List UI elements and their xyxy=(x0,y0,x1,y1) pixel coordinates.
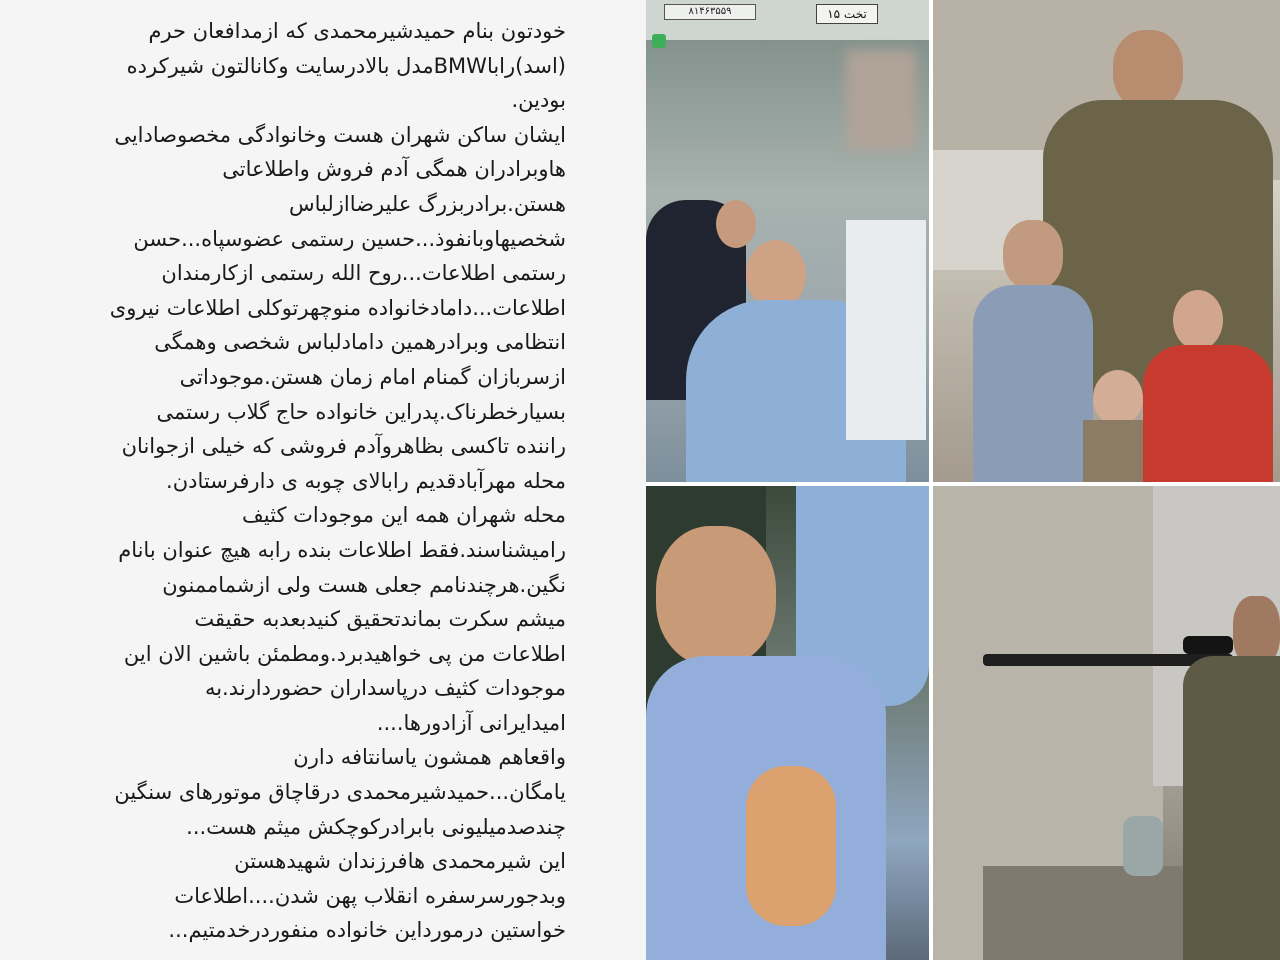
photo-patient-closeup xyxy=(646,486,929,960)
bed-number-label: ۸۱۴۶۳۵۵۹ xyxy=(664,4,756,20)
soldier-head xyxy=(1113,30,1183,110)
rifle-scope xyxy=(1183,636,1233,654)
toddler-head xyxy=(1093,370,1143,426)
blurred-face-area xyxy=(846,50,916,150)
post-line: رامیشناسند.فقط اطلاعات بنده رابه هیچ عنوان بانام xyxy=(118,537,566,562)
post-line: راننده تاکسی بظاهروآدم فروشی که خیلی ازجوانان xyxy=(121,434,566,459)
photo-soldier-children xyxy=(933,0,1280,482)
photo-sniper xyxy=(933,486,1280,960)
post-line: محله شهران همه این موجودات کثیف xyxy=(242,503,566,528)
post-line: شخصیهاوبانفوذ...حسین رستمی عضوسپاه...حسن xyxy=(133,226,566,251)
post-line: چندصدمیلیونی بابرادرکوچکش میثم هست... xyxy=(186,814,566,839)
post-line: میشم سکرت بماندتحقیق کنیدبعدبه حقیقت xyxy=(194,607,566,632)
photo-collage xyxy=(646,0,1280,960)
post-line: انتظامی وبرادرهمین دامادلباس شخصی وهمگی xyxy=(154,330,566,355)
post-line: واقعاهم همشون یاسانتافه دارن xyxy=(293,745,566,770)
girl-head xyxy=(1173,290,1223,350)
post-line: محله مهرآبادقدیم رابالای چوبه ی دارفرستادن. xyxy=(166,468,566,493)
sniper-uniform xyxy=(1183,656,1280,960)
visitor-head xyxy=(716,200,756,248)
post-line: اطلاعات من پی خواهیدبرد.ومطمئن باشین الان این xyxy=(123,641,566,666)
post-line: ازسربازان گمنام امام زمان هستن.موجوداتی xyxy=(179,364,566,389)
rubble-pile xyxy=(983,866,1183,960)
post-line: این شیرمحمدی هافرزندان شهیدهستن xyxy=(234,849,566,874)
boy-sweater xyxy=(973,285,1093,482)
bandaged-arm xyxy=(746,766,836,926)
bed-sign-label: تخت ۱۵ xyxy=(816,4,878,24)
bed-pillow xyxy=(846,220,926,440)
post-line: یامگان...حمیدشیرمحمدی درقاچاق موتورهای سنگین xyxy=(114,780,566,805)
green-indicator-icon xyxy=(652,34,666,48)
post-line: خواستین درمورداین خانواده منفوردرخدمتیم... xyxy=(168,918,566,943)
post-line: نگین.هرچندنامم جعلی هست ولی ازشماممنون xyxy=(162,572,566,597)
post-line: وبدجورسرسفره انقلاب پهن شدن....اطلاعات xyxy=(174,883,566,908)
photo-hospital-visit xyxy=(646,0,929,482)
gas-canister xyxy=(1123,816,1163,876)
post-line: هاوبرادران همگی آدم فروش واطلاعاتی xyxy=(222,157,566,182)
boy-head xyxy=(1003,220,1063,290)
post-line: امیدایرانی آزادورها.... xyxy=(376,710,566,735)
post-line: بسیارخطرناک.پدراین خانواده حاج گلاب رستمی xyxy=(156,399,566,424)
post-line: موجودات کثیف درپاسداران حضوردارند.به xyxy=(204,676,566,701)
patient-face xyxy=(656,526,776,666)
post-line: (اسد)راباBMWمدل بالادرسایت وکانالتون شیرکرده xyxy=(126,53,566,78)
post-body xyxy=(30,14,566,948)
girl-jacket xyxy=(1143,345,1273,482)
post-line: بودین. xyxy=(511,88,566,113)
post-line: ایشان ساکن شهران هست وخانوادگی مخصوصادایی xyxy=(114,122,566,147)
post-line: هستن.برادربزرگ علیرضاازلباس xyxy=(289,191,566,216)
post-line: اطلاعات...دامادخانواده منوچهرتوکلی اطلاعات نیروی xyxy=(109,295,566,320)
post-line: خودتون بنام حمیدشیرمحمدی که ازمدافعان حرم xyxy=(148,19,566,43)
post-line: رستمی اطلاعات...روح الله رستمی ازکارمندان xyxy=(161,261,566,286)
